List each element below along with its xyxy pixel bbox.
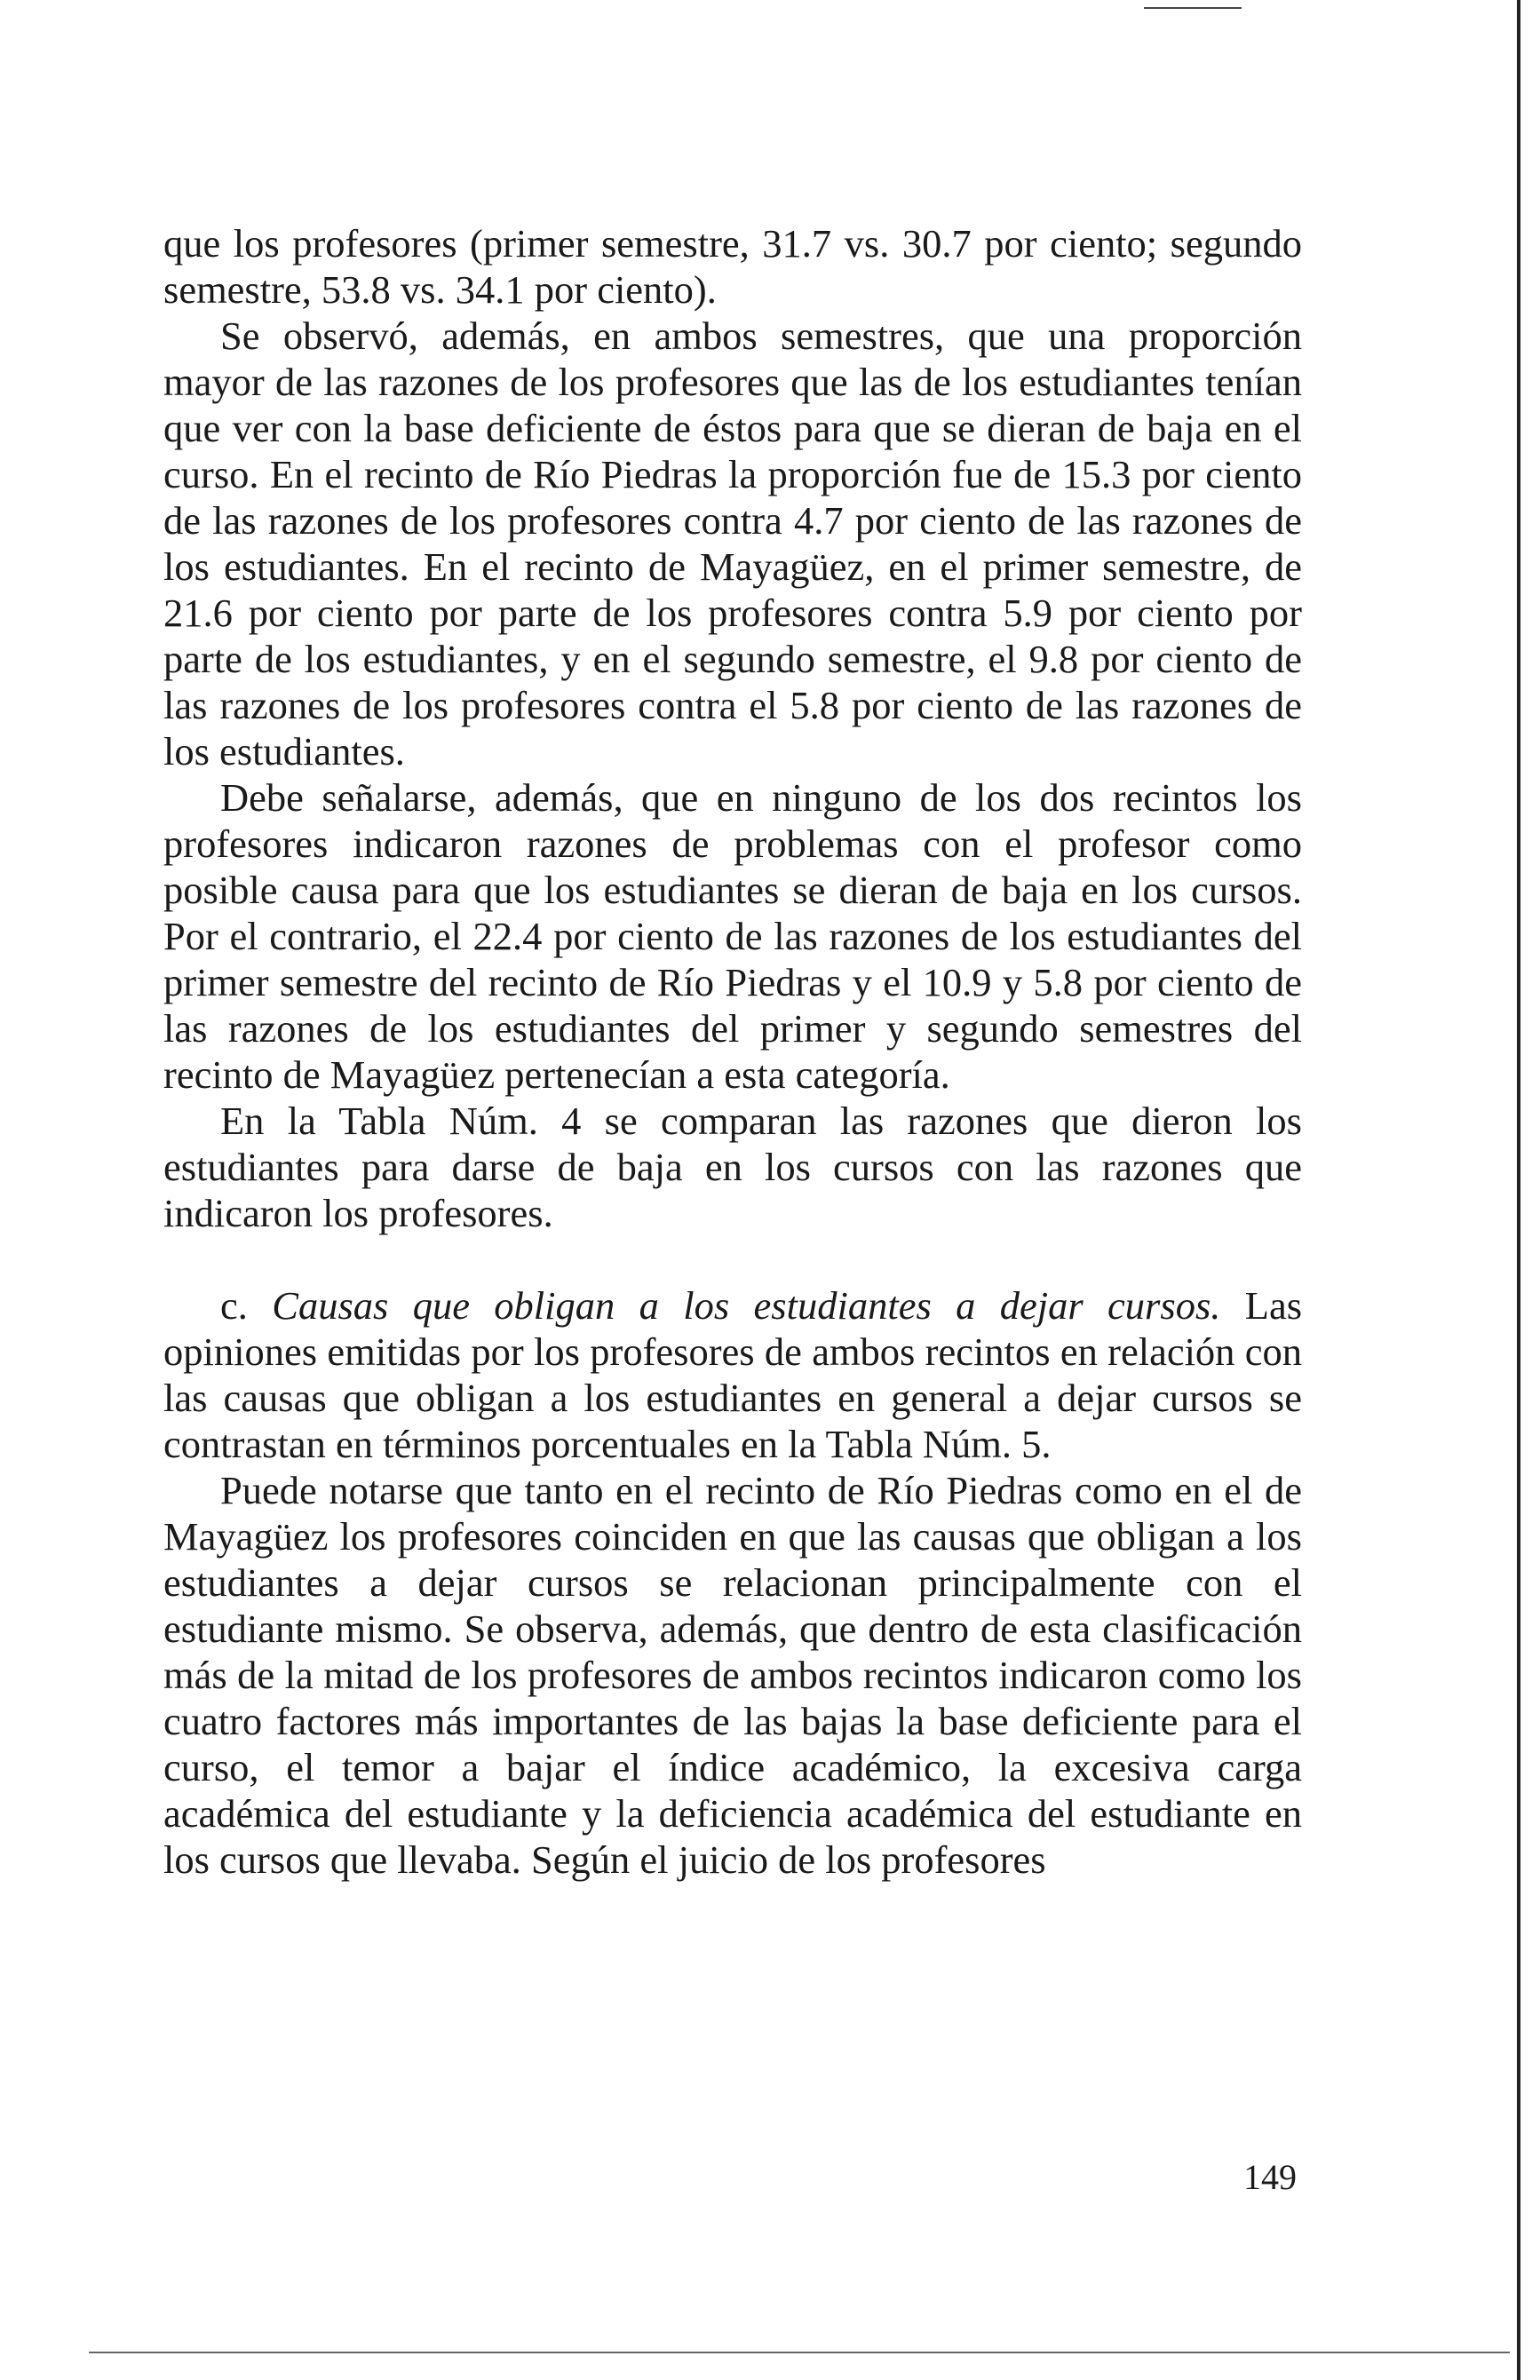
paragraph-proportion-reasons: Se observó, además, en ambos semestres, que una proporción mayor de las razones de los profesores que las de los estudiantes tenían que ver con la base deficiente de éstos para que se dieran de baja en el curso. En el recinto de Río Piedras la proporción fue de 15.3 por ciento de las razones de los profesores contra 4.7 por ciento de las razones de los estudiantes. En el recinto de Mayagüez, en el primer semestre, de 21.6 por ciento por parte de los profesores contra 5.9 por ciento por parte de los estudiantes, y en el segundo semestre, el 9.8 por ciento de las razones de los profesores contra el 5.8 por ciento de las razones de los estudiantes. xyxy=(163,313,1302,774)
paragraph-table-4-reference: En la Tabla Núm. 4 se comparan las razones que dieron los estudiantes para darse de baja en los cursos con las razones que indicaron los profesores. xyxy=(163,1099,1302,1235)
paragraph-closing: Puede notarse que tanto en el recinto de Río Piedras como en el de Mayagüez los profesores coinciden en que las causas que obligan a los estudiantes a dejar cursos se relacionan principalmente con el estudiante mismo. Se observa, además, que dentro de esta clasificación más de la mitad de los profesores de ambos recintos indicaron como los cuatro factores más importantes de las bajas la base deficiente para el curso, el temor a bajar el índice académico, la excesiva carga académica del estudiante y la deficiencia académica del estudiante en los cursos que llevaba. Según el juicio de los profesores xyxy=(163,1468,1302,1882)
scan-right-edge xyxy=(1517,0,1520,2380)
paragraph-continuation: que los profesores (primer semestre, 31.7 vs. 30.7 por ciento; segundo semestre, 53.8 vs. 34.1 por ciento). xyxy=(163,221,1302,312)
top-edge-rule xyxy=(1144,7,1242,9)
section-title: Causas que obligan a los estudiantes a dejar cursos. xyxy=(272,1283,1221,1328)
page-number: 149 xyxy=(1243,2157,1297,2197)
section-label: c. xyxy=(220,1283,248,1328)
page-body xyxy=(163,220,1302,1883)
paragraph-professor-problems: Debe señalarse, además, que en ninguno de los dos recintos los profesores indicaron razones de problemas con el profesor como posible causa para que los estudiantes se dieran de baja en los cursos. Por el contrario, el 22.4 por ciento de las razones de los estudiantes del primer semestre del recinto de Río Piedras y el 10.9 y 5.8 por ciento de las razones de los estudiantes del primer y segundo semestres del recinto de Mayagüez pertenecían a esta categoría. xyxy=(163,775,1302,1097)
bottom-edge-rule xyxy=(89,2352,1510,2353)
section-intro: Las opiniones emitidas por los profesores de ambos recintos en relación con las causas que obligan a los estudiantes en general a dejar cursos se contrastan en términos porcentuales en la Tabla Núm. 5. xyxy=(163,1283,1303,1466)
section-c-paragraph xyxy=(163,1282,1302,1467)
